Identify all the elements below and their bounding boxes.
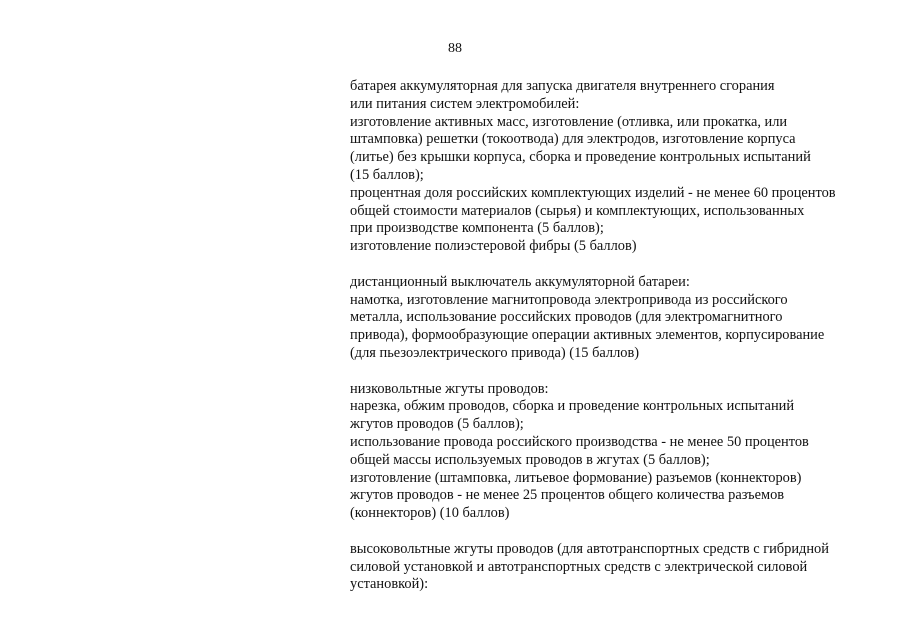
text-line: общей массы используемых проводов в жгутах (5 баллов);: [350, 451, 710, 468]
text-line: установкой):: [350, 576, 429, 593]
text-line: изготовление активных масс, изготовление (отливка, или прокатка, или: [350, 113, 788, 130]
text-line: металла, использование российских проводов (для электромагнитного: [350, 309, 783, 326]
section-high-voltage-harness: [350, 541, 890, 594]
text-line: силовой установкой и автотранспортных средств с электрической силовой: [350, 558, 808, 575]
text-line: нарезка, обжим проводов, сборка и проведение контрольных испытаний: [350, 398, 795, 415]
paragraph-gap: [350, 523, 890, 541]
text-line: (15 баллов);: [350, 166, 424, 183]
text-line: (для пьезоэлектрического привода) (15 баллов): [350, 344, 640, 361]
text-line: общей стоимости материалов (сырья) и комплектующих, использованных: [350, 202, 805, 219]
text-line: жгутов проводов (5 баллов);: [350, 416, 524, 433]
section-remote-switch: [350, 274, 890, 363]
section-low-voltage-harness: [350, 381, 890, 523]
paragraph-gap: [350, 363, 890, 381]
text-line: или питания систем электромобилей:: [350, 95, 580, 112]
text-line: жгутов проводов - не менее 25 процентов общего количества разъемов: [350, 487, 785, 504]
text-line: использование провода российского производства - не менее 50 процентов: [350, 433, 809, 450]
text-line: намотка, изготовление магнитопровода электропривода из российского: [350, 291, 788, 308]
page-number: 88: [448, 41, 462, 56]
text-line: высоковольтные жгуты проводов (для автотранспортных средств с гибридной: [350, 540, 829, 557]
text-line: привода), формообразующие операции активных элементов, корпусирование: [350, 327, 825, 344]
paragraph-gap: [350, 256, 890, 274]
text-line: низковольтные жгуты проводов:: [350, 380, 549, 397]
text-line: дистанционный выключатель аккумуляторной батареи:: [350, 273, 690, 290]
text-line: процентная доля российских комплектующих изделий - не менее 60 процентов: [350, 184, 836, 201]
text-line: изготовление полиэстеровой фибры (5 баллов): [350, 238, 637, 255]
document-body: [350, 78, 890, 594]
text-line: (коннекторов) (10 баллов): [350, 505, 510, 522]
text-line: изготовление (штамповка, литьевое формование) разъемов (коннекторов): [350, 469, 802, 486]
text-line: штамповка) решетки (токоотвода) для электродов, изготовление корпуса: [350, 131, 796, 148]
text-line: (литье) без крышки корпуса, сборка и проведение контрольных испытаний: [350, 149, 811, 166]
text-line: батарея аккумуляторная для запуска двигателя внутреннего сгорания: [350, 78, 775, 94]
text-line: при производстве компонента (5 баллов);: [350, 220, 604, 237]
section-battery: [350, 78, 890, 256]
